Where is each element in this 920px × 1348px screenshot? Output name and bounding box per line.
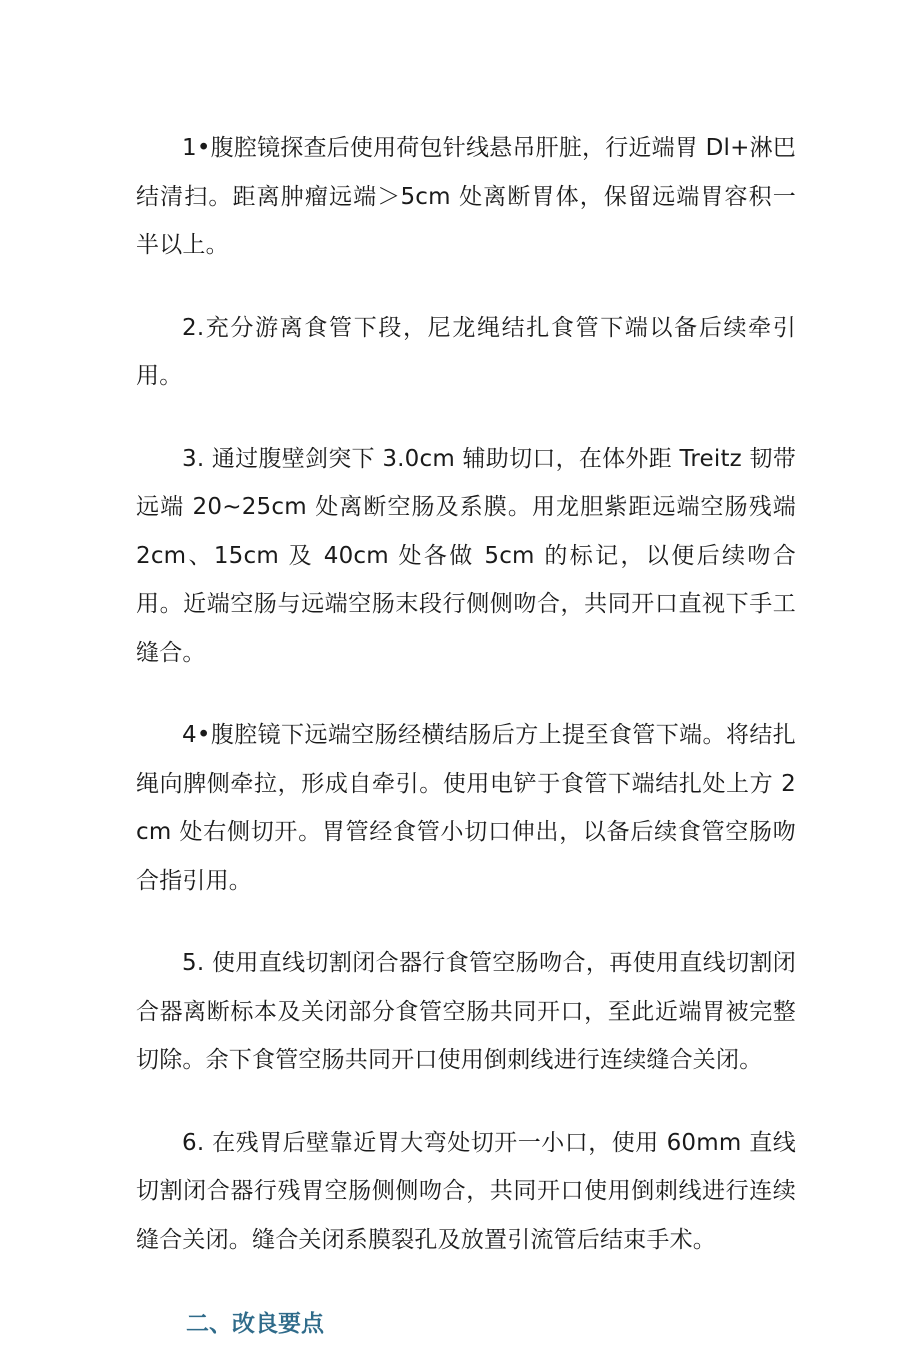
paragraph-step-1: 1•腹腔镜探查后使用荷包针线悬吊肝脏，行近端胃 Dl+淋巴结清扫。距离肿瘤远端＞5cm 处离断胃体，保留远端胃容积一半以上。 [136, 135, 796, 258]
paragraph-step-5: 5. 使用直线切割闭合器行食管空肠吻合，再使用直线切割闭合器离断标本及关闭部分食管空肠共同开口，至此近端胃被完整切除。余下食管空肠共同开口使用倒刺线进行连续缝合关闭。 [136, 950, 796, 1073]
paragraph-step-4: 4•腹腔镜下远端空肠经横结肠后方上提至食管下端。将结扎绳向脾侧牵拉，形成自牵引。使用电铲于食管下端结扎处上方 2cm 处右侧切开。胃管经食管小切口伸出，以备后续食管空肠吻合指引用。 [136, 722, 796, 894]
paragraph-step-3: 3. 通过腹壁剑突下 3.0cm 辅助切口，在体外距 Treitz 韧带远端 20~25cm 处离断空肠及系膜。用龙胆紫距远端空肠残端 2cm、15cm 及 40cm 处各做 5cm 的标记，以便后续吻合用。近端空肠与远端空肠末段行侧侧吻合，共同开口直视下手工缝合。 [136, 445, 796, 666]
section-heading: 二、改良要点 [186, 1311, 324, 1337]
document-body [136, 124, 796, 1348]
paragraph-step-6: 6. 在残胃后壁靠近胃大弯处切开一小口，使用 60mm 直线切割闭合器行残胃空肠侧侧吻合，共同开口使用倒刺线进行连续缝合关闭。缝合关闭系膜裂孔及放置引流管后结束手术。 [136, 1129, 796, 1253]
paragraph-step-2: 2.充分游离食管下段，尼龙绳结扎食管下端以备后续牵引用。 [136, 314, 796, 389]
